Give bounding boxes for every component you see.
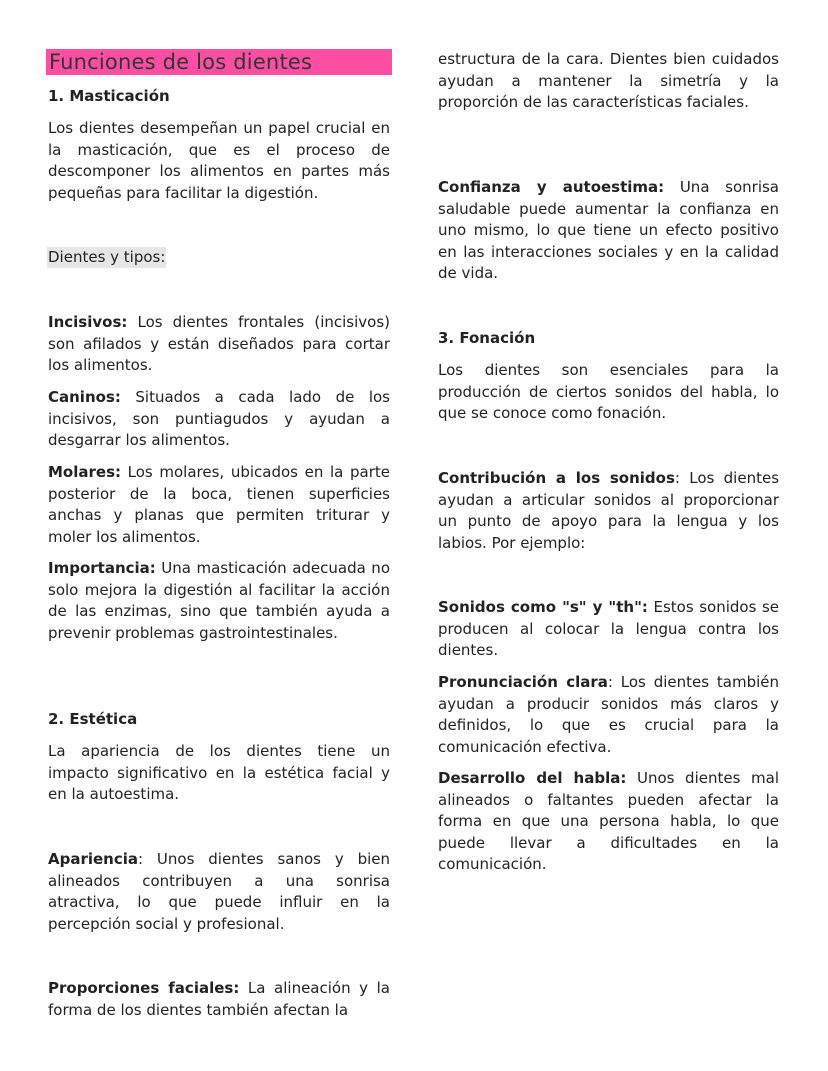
text-caninos: Situados a cada lado de los incisivos, son puntiagudos y ayudan a desgarrar los alimentos. [48,388,390,449]
text-confianza: Una sonrisa saludable puede aumentar la confianza en uno mismo, lo que tiene un efecto positivo en las interacciones sociales y en la calidad de vida. [438,178,779,282]
label-sonidos: Sonidos como "s" y "th": [438,598,648,616]
paragraph-caninos [48,387,390,452]
paragraph-continuation-estructura: estructura de la cara. Dientes bien cuidados ayudan a mantener la simetría y la proporción de las características faciales. [438,50,779,111]
label-incisivos: Incisivos: [48,313,128,331]
text-desarrollo: Unos dientes mal alineados o faltantes pueden afectar la forma en que una persona habla, lo que puede llevar a dificultades en la comunicación. [438,769,779,873]
section-heading-estetica: 2. Estética [48,710,138,728]
paragraph-contribucion [438,468,779,554]
page-title: Funciones de los dientes [46,49,392,75]
label-contribucion: Contribución a los sonidos [438,469,675,487]
paragraph-sonidos [438,597,779,662]
label-proporciones: Proporciones faciales: [48,979,240,997]
text-molares: Los molares, ubicados en la parte posterior de la boca, tienen superficies anchas y planas que permiten triturar y moler los alimentos. [48,463,390,546]
label-caninos: Caninos: [48,388,121,406]
text-apariencia: : Unos dientes sanos y bien alineados contribuyen a una sonrisa atractiva, lo que puede influir en la percepción social y profesional. [48,850,390,933]
paragraph-estetica: La apariencia de los dientes tiene un impacto significativo en la estética facial y en la autoestima. [48,742,390,803]
paragraph-desarrollo [438,768,779,876]
label-confianza: Confianza y autoestima: [438,178,665,196]
paragraph-importancia [48,558,390,644]
label-pronunciacion: Pronunciación clara [438,673,608,691]
section-heading-masticacion: 1. Masticación [48,87,170,105]
paragraph-masticacion: Los dientes desempeñan un papel crucial en la masticación, que es el proceso de descomponer los alimentos en partes más pequeñas para facilitar la digestión. [48,119,390,202]
paragraph-molares [48,462,390,548]
text-contribucion: : Los dientes ayudan a articular sonidos al proporcionar un punto de apoyo para la lengua y los labios. Por ejemplo: [438,469,780,552]
label-desarrollo: Desarrollo del habla: [438,769,627,787]
label-importancia: Importancia: [48,559,156,577]
text-pronunciacion: : Los dientes también ayudan a producir sonidos más claros y definidos, lo que es crucial para la comunicación efectiva. [438,673,779,756]
paragraph-apariencia [48,849,390,935]
text-sonidos: Estos sonidos se producen al colocar la lengua contra los dientes. [438,598,779,659]
paragraph-confianza [438,177,779,285]
section-heading-fonacion: 3. Fonación [438,329,536,347]
paragraph-fonacion: Los dientes son esenciales para la producción de ciertos sonidos del habla, lo que se conoce como fonación. [438,361,779,422]
label-apariencia: Apariencia [48,850,139,868]
paragraph-pronunciacion [438,672,779,758]
subtitle-dientes-tipos: Dientes y tipos: [48,248,166,266]
paragraph-proporciones [48,978,390,1021]
text-incisivos: Los dientes frontales (incisivos) son afilados y están diseñados para cortar los alimentos. [48,313,390,374]
text-proporciones: La alineación y la forma de los dientes también afectan la [48,979,390,1019]
paragraph-incisivos [48,312,390,377]
text-importancia: Una masticación adecuada no solo mejora la digestión al facilitar la acción de las enzimas, sino que también ayuda a prevenir problemas gastrointestinales. [48,559,390,642]
label-molares: Molares: [48,463,121,481]
